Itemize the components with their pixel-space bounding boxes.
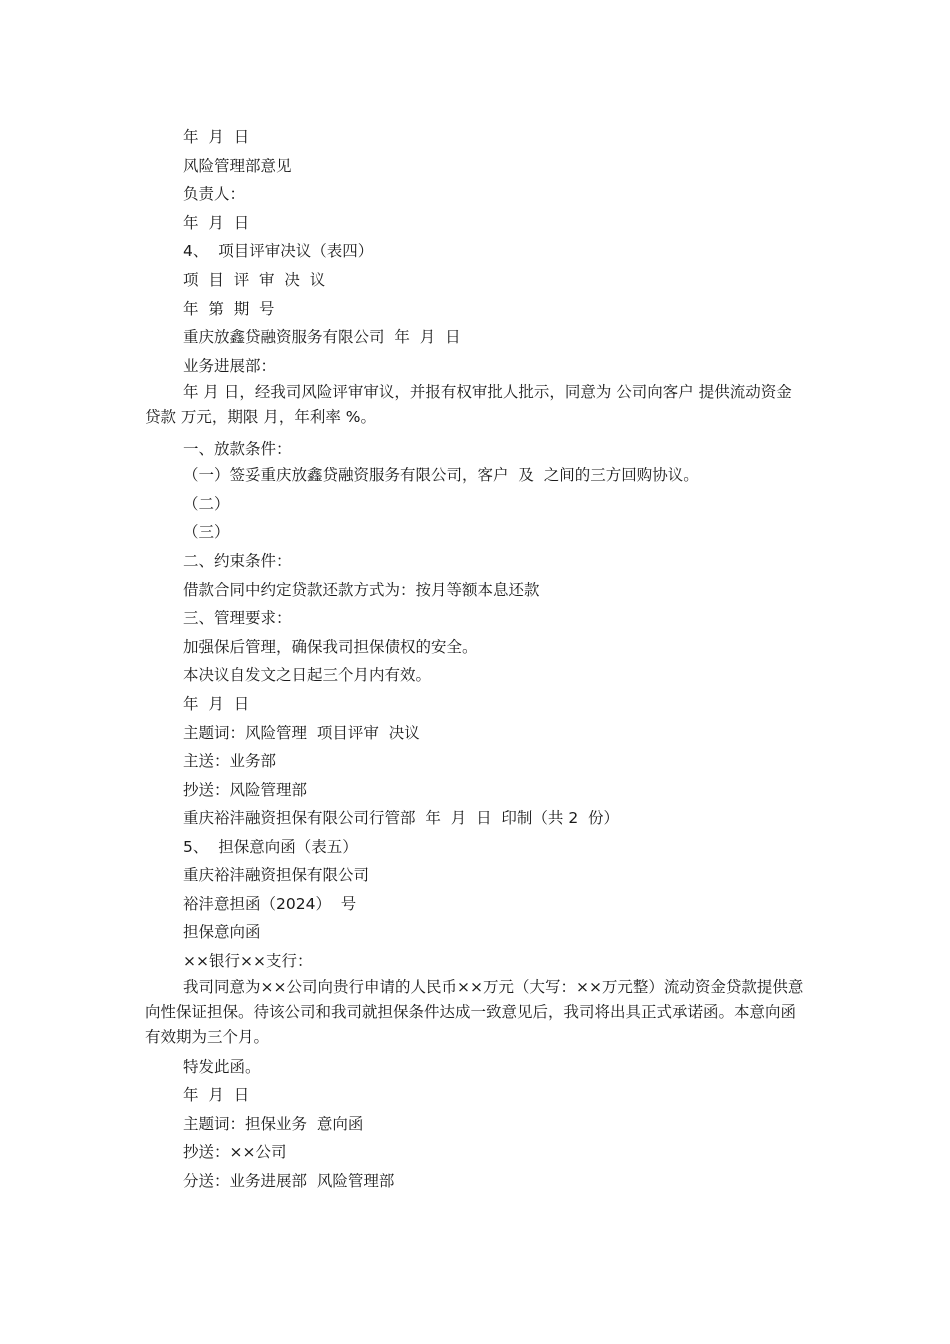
printing-info-line: 重庆裕沣融资担保有限公司行管部 年 月 日 印制（共 2 份） bbox=[183, 809, 620, 827]
resolution-body-paragraph: 年 月 日，经我司风险评审审议，并报有权审批人批示，同意为 公司向客户 提供流动资金贷款 万元，期限 月，年利率 %。 bbox=[145, 383, 792, 426]
validity-line: 本决议自发文之日起三个月内有效。 bbox=[183, 666, 432, 684]
cc-line: 抄送：××公司 bbox=[183, 1143, 287, 1161]
closing-line: 特发此函。 bbox=[183, 1058, 261, 1076]
management-requirement-text: 加强保后管理，确保我司担保债权的安全。 bbox=[183, 638, 478, 656]
date-line: 年 月 日 bbox=[183, 214, 250, 232]
letter-title: 担保意向函 bbox=[183, 923, 261, 941]
cc-line: 抄送：风险管理部 bbox=[183, 781, 308, 799]
letter-recipient: ××银行××支行： bbox=[183, 952, 313, 970]
management-requirements-heading: 三、管理要求： bbox=[183, 609, 292, 627]
section-5-heading: 5、 担保意向函（表五） bbox=[183, 838, 358, 856]
risk-dept-opinion-heading: 风险管理部意见 bbox=[183, 157, 292, 175]
condition-item-1: （一）签妥重庆放鑫贷融资服务有限公司，客户 及 之间的三方回购协议。 bbox=[183, 466, 699, 484]
document-number-line: 年 第 期 号 bbox=[183, 300, 275, 318]
section-4-heading: 4、 项目评审决议（表四） bbox=[183, 242, 374, 260]
keywords-line: 主题词：风险管理 项目评审 决议 bbox=[183, 724, 420, 742]
main-recipient-line: 主送：业务部 bbox=[183, 752, 277, 770]
constraint-conditions-heading: 二、约束条件： bbox=[183, 552, 292, 570]
keywords-line: 主题词：担保业务 意向函 bbox=[183, 1115, 364, 1133]
loan-conditions-heading: 一、放款条件： bbox=[183, 440, 292, 458]
distribution-line: 分送：业务进展部 风险管理部 bbox=[183, 1172, 395, 1190]
date-line: 年 月 日 bbox=[183, 1086, 250, 1104]
letter-number-line: 裕沣意担函（2024） 号 bbox=[183, 895, 357, 913]
condition-item-2: （二） bbox=[183, 495, 230, 513]
responsible-person-label: 负责人： bbox=[183, 185, 246, 203]
date-line: 年 月 日 bbox=[183, 128, 250, 146]
letter-body-paragraph: 我司同意为××公司向贵行申请的人民币××万元（大写：××万元整）流动资金贷款提供意向性保证担保。待该公司和我司就担保条件达成一致意见后，我司将出具正式承诺函。本意向函有效期为三个月。 bbox=[145, 978, 804, 1046]
company-name-line: 重庆裕沣融资担保有限公司 bbox=[183, 866, 370, 884]
recipient-line: 业务进展部： bbox=[183, 357, 277, 375]
resolution-title: 项 目 评 审 决 议 bbox=[183, 271, 326, 289]
repayment-method-line: 借款合同中约定贷款还款方式为：按月等额本息还款 bbox=[183, 581, 540, 599]
date-line: 年 月 日 bbox=[183, 695, 250, 713]
issuer-date-line: 重庆放鑫贷融资服务有限公司 年 月 日 bbox=[183, 328, 461, 346]
condition-item-3: （三） bbox=[183, 523, 230, 541]
